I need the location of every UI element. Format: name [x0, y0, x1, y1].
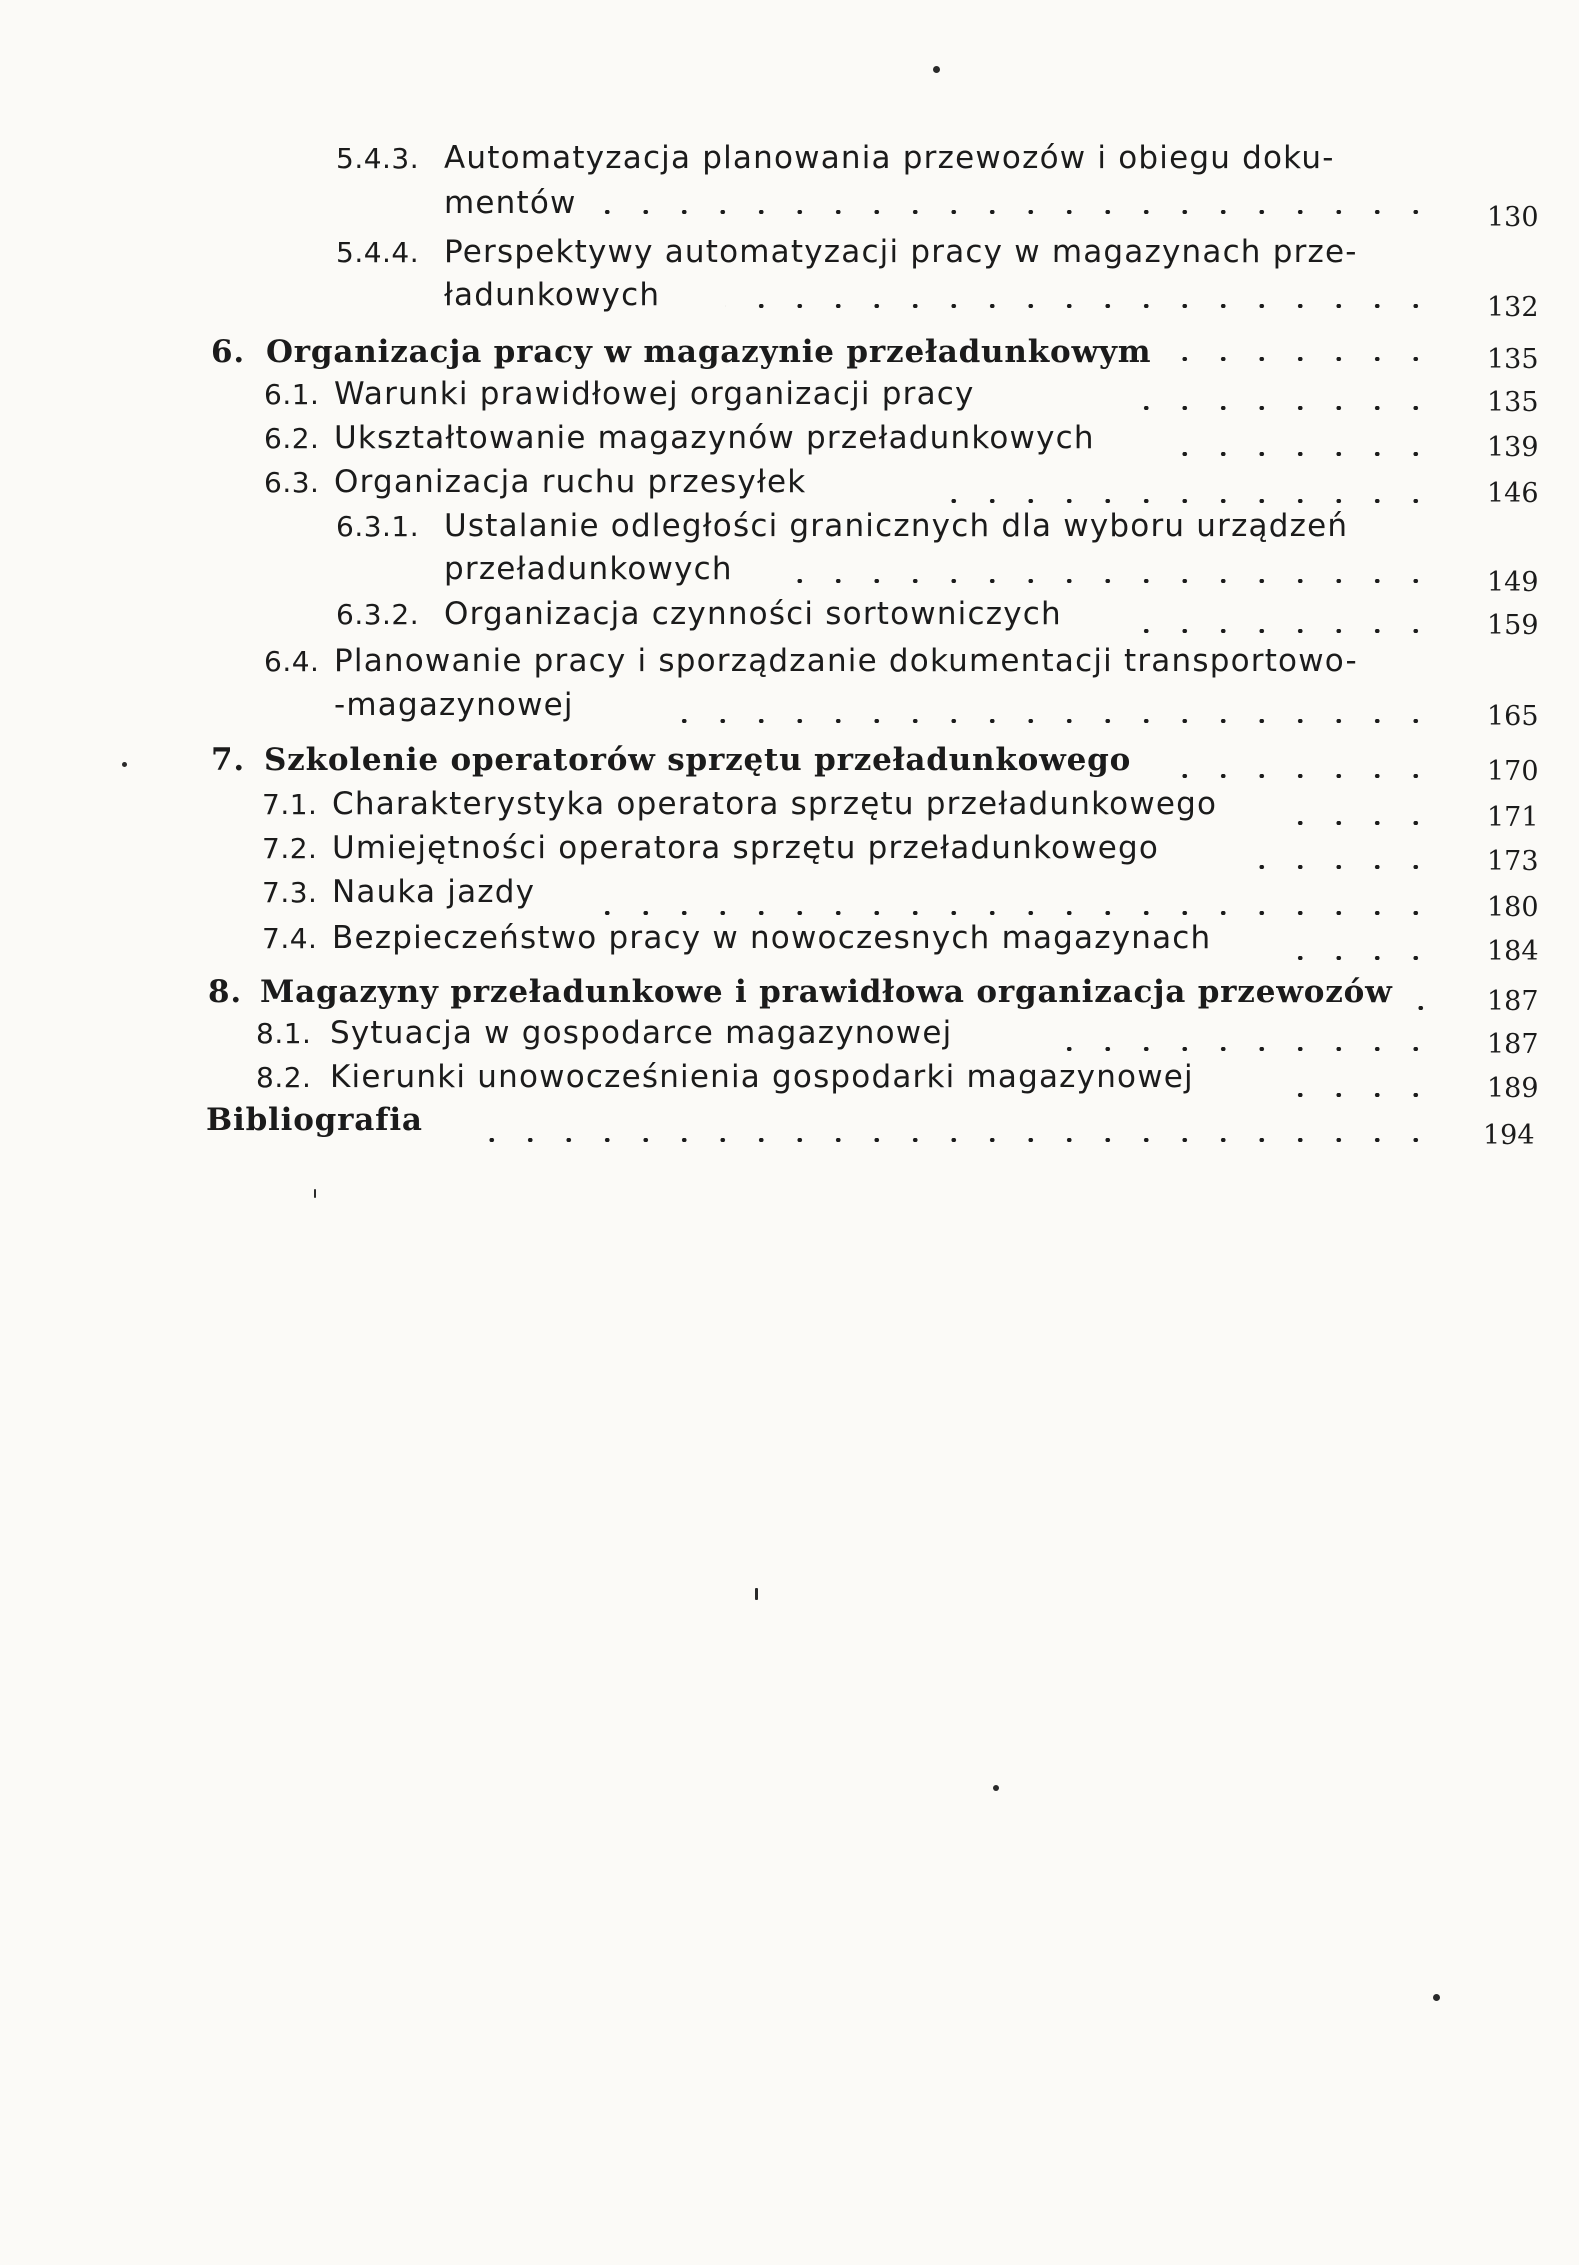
- toc-entry-title: Ukształtowanie magazynów przeładunkowych: [334, 420, 1095, 456]
- dot-leader: [1040, 1047, 1435, 1051]
- toc-entry-number: 6.3.1.: [336, 510, 420, 543]
- toc-entry: [0, 508, 1579, 552]
- toc-entry-page: 149: [1487, 567, 1539, 598]
- toc-entry-page: 170: [1487, 756, 1539, 787]
- dot-leader: [1118, 629, 1435, 633]
- toc-entry-title-line2: -magazynowej: [334, 687, 574, 723]
- toc-entry-number: 6.1.: [264, 378, 320, 411]
- toc-entry-page: 135: [1487, 387, 1539, 418]
- toc-entry-page: 173: [1487, 846, 1539, 877]
- toc-entry-page: 159: [1487, 610, 1539, 641]
- toc-chapter: [0, 742, 1579, 786]
- toc-entry-number: 7.4.: [262, 922, 318, 955]
- toc-entry-page: 132: [1487, 292, 1539, 323]
- toc-entry-title: Warunki prawidłowej organizacji pracy: [334, 376, 975, 412]
- toc-chapter-title: Magazyny przeładunkowe i prawidłowa organizacja przewozów: [260, 974, 1393, 1010]
- toc-entry-number: 6.4.: [264, 645, 320, 678]
- toc-chapter-number: 7.: [211, 742, 245, 778]
- toc-entry-title: Planowanie pracy i sporządzanie dokumentacji transportowo-: [334, 643, 1358, 679]
- toc-entry-page: 135: [1487, 344, 1539, 375]
- toc-entry-continuation: [0, 277, 1579, 321]
- dot-leader: [1175, 774, 1435, 778]
- toc-entry-title: Ustalanie odległości granicznych dla wyboru urządzeń: [444, 508, 1349, 544]
- toc-entry-page: 189: [1487, 1073, 1539, 1104]
- toc-entry-title: Sytuacja w gospodarce magazynowej: [330, 1015, 953, 1051]
- toc-entry-number: 6.3.2.: [336, 598, 420, 631]
- dot-leader: [660, 719, 1435, 723]
- dot-leader: [725, 304, 1435, 308]
- dot-leader: [1290, 956, 1435, 960]
- scan-speck: [755, 1588, 758, 1600]
- toc-chapter-number: 6.: [211, 334, 245, 370]
- scan-speck: [1433, 1994, 1440, 2001]
- toc-entry: [0, 140, 1579, 184]
- toc-entry-title: Organizacja ruchu przesyłek: [334, 464, 807, 500]
- toc-entry-title: Perspektywy automatyzacji pracy w magazynach prze-: [444, 234, 1358, 270]
- toc-entry-title: Automatyzacja planowania przewozów i obiegu doku-: [444, 140, 1335, 176]
- toc-chapter: [0, 974, 1579, 1018]
- toc-entry: [0, 234, 1579, 278]
- toc-chapter: [0, 1102, 1579, 1151]
- toc-entry-title: Nauka jazdy: [332, 874, 536, 910]
- toc-entry-title-line2: mentów: [444, 185, 577, 221]
- toc-entry-continuation: [0, 551, 1579, 598]
- dot-leader: [1290, 1093, 1435, 1097]
- toc-chapter-number: 8.: [208, 974, 242, 1010]
- toc-entry-page: 194: [1483, 1120, 1535, 1151]
- toc-entry-page: 187: [1487, 986, 1539, 1017]
- dot-leader: [580, 210, 1435, 214]
- toc-entry-continuation: [0, 185, 1579, 233]
- toc-entry: [0, 596, 1579, 640]
- dot-leader: [774, 579, 1435, 583]
- toc-entry: [0, 786, 1579, 833]
- dot-leader: [474, 1138, 1435, 1142]
- dot-leader: [1418, 1006, 1440, 1010]
- toc-entry: [0, 874, 1579, 923]
- toc-entry-page: 171: [1487, 802, 1539, 833]
- toc-entry-continuation: [0, 687, 1579, 731]
- dot-leader: [600, 911, 1435, 915]
- dot-leader: [1290, 821, 1435, 825]
- toc-chapter-title: Organizacja pracy w magazynie przeładunkowym: [266, 334, 1152, 370]
- toc-entry-title: Charakterystyka operatora sprzętu przeładunkowego: [332, 786, 1218, 822]
- toc-entry-title: Bezpieczeństwo pracy w nowoczesnych magazynach: [332, 920, 1212, 956]
- toc-entry-title: Organizacja czynności sortowniczych: [444, 596, 1062, 632]
- toc-entry-number: 7.2.: [262, 832, 318, 865]
- toc-bibliography-title: Bibliografia: [206, 1102, 423, 1138]
- toc-entry: [0, 830, 1579, 877]
- toc-entry: [0, 1015, 1579, 1059]
- dot-leader: [1118, 406, 1435, 410]
- toc-entry: [0, 464, 1579, 508]
- toc-entry-title-line2: ładunkowych: [444, 277, 661, 313]
- toc-entry-number: 8.1.: [256, 1017, 312, 1050]
- toc-entry-number: 7.3.: [262, 876, 318, 909]
- toc-entry-page: 187: [1487, 1029, 1539, 1060]
- toc-entry: [0, 376, 1579, 420]
- toc-entry-number: 5.4.3.: [336, 142, 420, 175]
- toc-entry-page: 139: [1487, 432, 1539, 463]
- toc-entry-number: 7.1.: [262, 788, 318, 821]
- toc-entry-number: 8.2.: [256, 1061, 312, 1094]
- toc-entry-title-line2: przeładunkowych: [444, 551, 733, 587]
- toc-entry-number: 6.3.: [264, 466, 320, 499]
- dot-leader: [928, 499, 1435, 503]
- toc-entry: [0, 1059, 1579, 1103]
- toc-entry-page: 130: [1487, 202, 1539, 233]
- toc-entry: [0, 920, 1579, 967]
- toc-entry: [0, 643, 1579, 687]
- toc-chapter-title: Szkolenie operatorów sprzętu przeładunkowego: [264, 742, 1132, 778]
- toc-entry-page: 184: [1487, 936, 1539, 967]
- toc-entry: [0, 420, 1579, 464]
- scan-speck: [993, 1785, 999, 1791]
- toc-entry-page: 180: [1487, 892, 1539, 923]
- dot-leader: [1175, 357, 1435, 361]
- dot-leader: [1175, 452, 1435, 456]
- dot-leader: [1233, 865, 1435, 869]
- toc-entry-title: Kierunki unowocześnienia gospodarki magazynowej: [330, 1059, 1194, 1095]
- toc-entry-page: 165: [1487, 701, 1539, 732]
- toc-entry-number: 5.4.4.: [336, 236, 420, 269]
- toc-chapter: [0, 332, 1579, 376]
- toc-entry-title: Umiejętności operatora sprzętu przeładunkowego: [332, 830, 1160, 866]
- toc-entry-page: 146: [1487, 478, 1539, 509]
- toc-entry-number: 6.2.: [264, 422, 320, 455]
